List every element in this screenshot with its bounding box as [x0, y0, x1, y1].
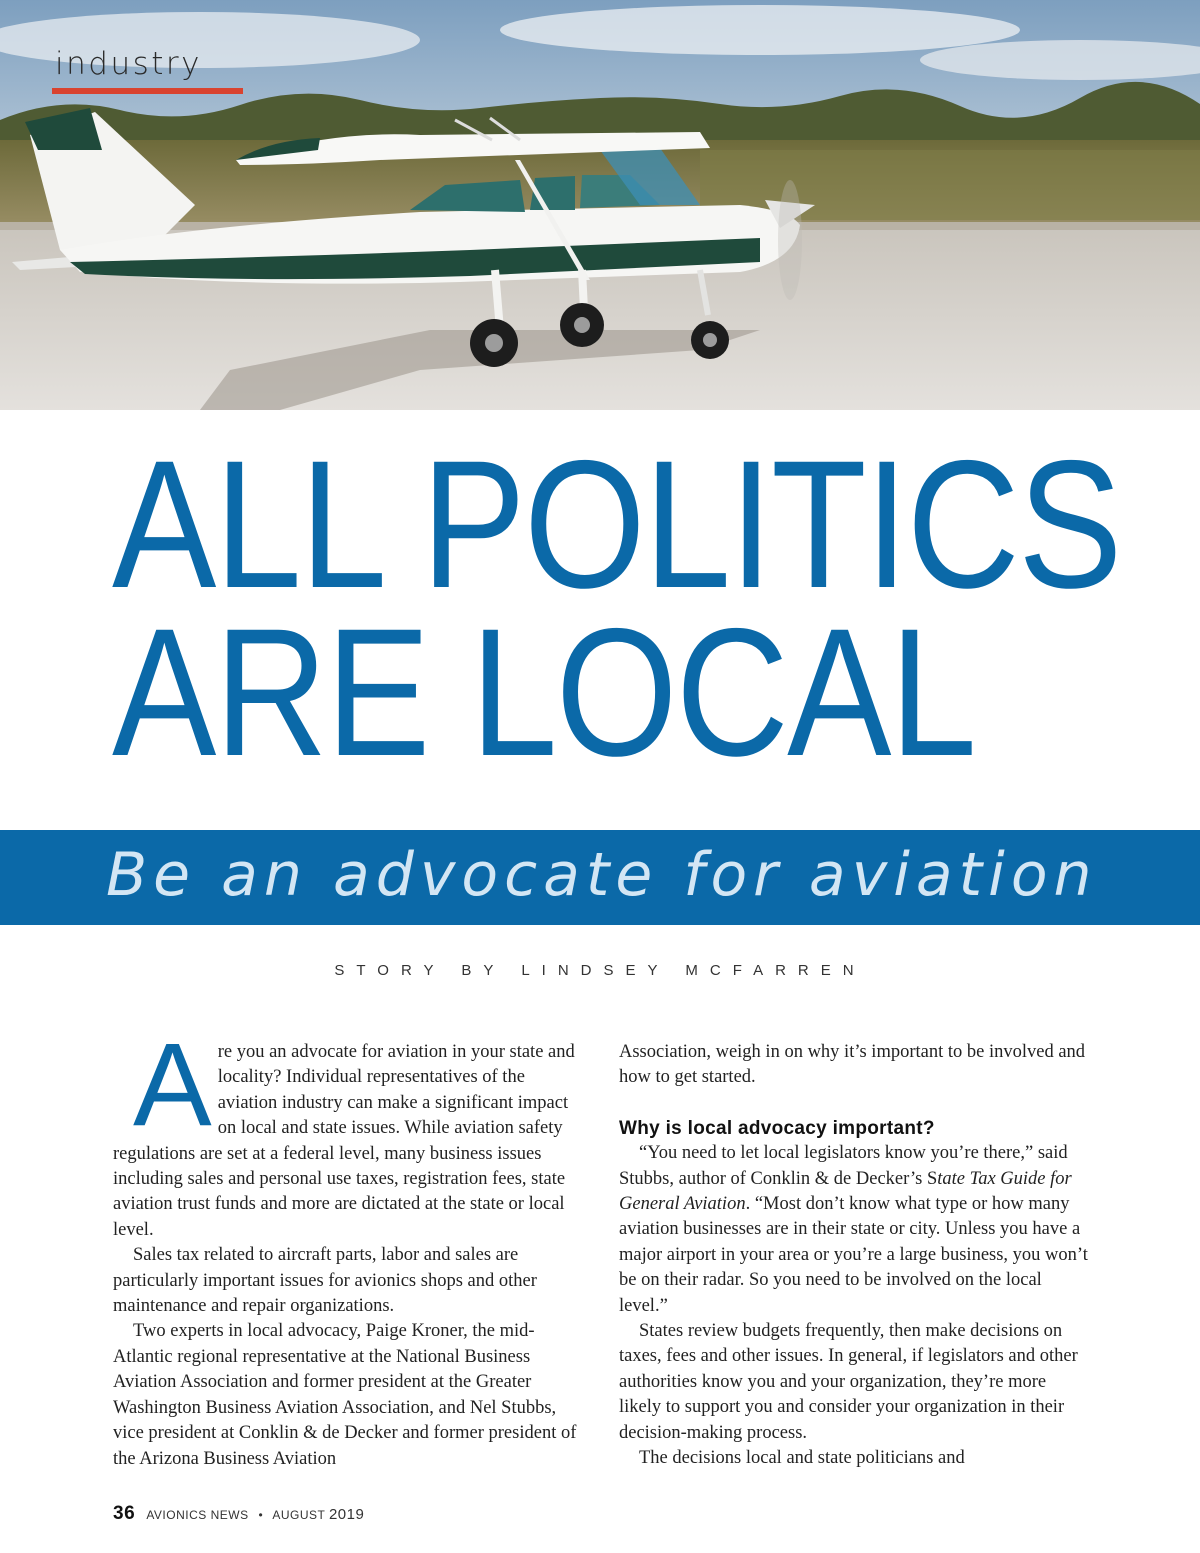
section-label: industry: [55, 46, 202, 82]
publication-name: AVIONICS NEWS: [146, 1508, 249, 1522]
paragraph: Two experts in local advocacy, Paige Kroner, the mid-Atlantic regional representative at the National Business Aviation Association and former president at the Greater Washington Business Aviation Association, and Nel Stubbs, vice president at Conklin & de Decker and former president of the Arizona Business Aviation: [113, 1321, 577, 1469]
paragraph: The decisions local and state politicians and: [639, 1448, 965, 1469]
paragraph: [619, 1141, 1091, 1319]
paragraph: Association, weigh in on why it’s important to be involved and how to get started.: [619, 1042, 1086, 1088]
drop-cap: A: [133, 1019, 212, 1151]
section-accent-bar: [52, 88, 243, 94]
paragraph: Sales tax related to aircraft parts, labor and sales are particularly important issues for avionics shops and other maintenance and repair organizations.: [113, 1245, 537, 1317]
paragraph: States review budgets frequently, then make decisions on taxes, fees and other issues. In general, if legislators and other authorities know you and your organization, they’re more likely to support you and consider your organization in their decision-making process.: [619, 1321, 1078, 1443]
issue-year: 2019: [328, 1506, 365, 1523]
paragraph: [113, 1019, 579, 1243]
article-column-left: [113, 1019, 579, 1472]
footer-separator: •: [258, 1508, 264, 1522]
headline: [112, 422, 1121, 794]
section-subhead: Why is local advocacy important?: [619, 1117, 935, 1139]
paragraph-text: “You need to let local legislators know you’re there,” said Stubbs, author of Conklin & de Decker’s S: [619, 1143, 1068, 1189]
issue-month: AUGUST: [272, 1508, 326, 1522]
headline-line-1: ALL POLITICS: [112, 422, 1121, 626]
paragraph-text: re you an advocate for aviation in your state and locality? Individual representatives of the aviation industry can make a significant impact on local and state issues. While aviation safety regulations are set at a federal level, many business issues including sales and personal use taxes, registration fees, state aviation trust funds and more are dictated at the state or local level.: [113, 1042, 575, 1240]
byline: STORY BY LINDSEY MCFARREN: [334, 962, 866, 979]
page-number: 36: [113, 1503, 136, 1524]
paragraph-text: . “Most don’t know what type or how many aviation businesses are in their state or city. Unless you have a major airport in your area or you’re a large business, you won’t be on their radar. So you need to be involved on the local level.”: [619, 1194, 1088, 1316]
book-title: tate Tax Guide for General Aviation: [619, 1168, 1072, 1215]
deck-subtitle: Be an advocate for aviation: [106, 840, 1098, 910]
page-footer: [113, 1503, 364, 1525]
article-column-right: [619, 1040, 1091, 1472]
headline-line-2: ARE LOCAL: [112, 590, 976, 794]
